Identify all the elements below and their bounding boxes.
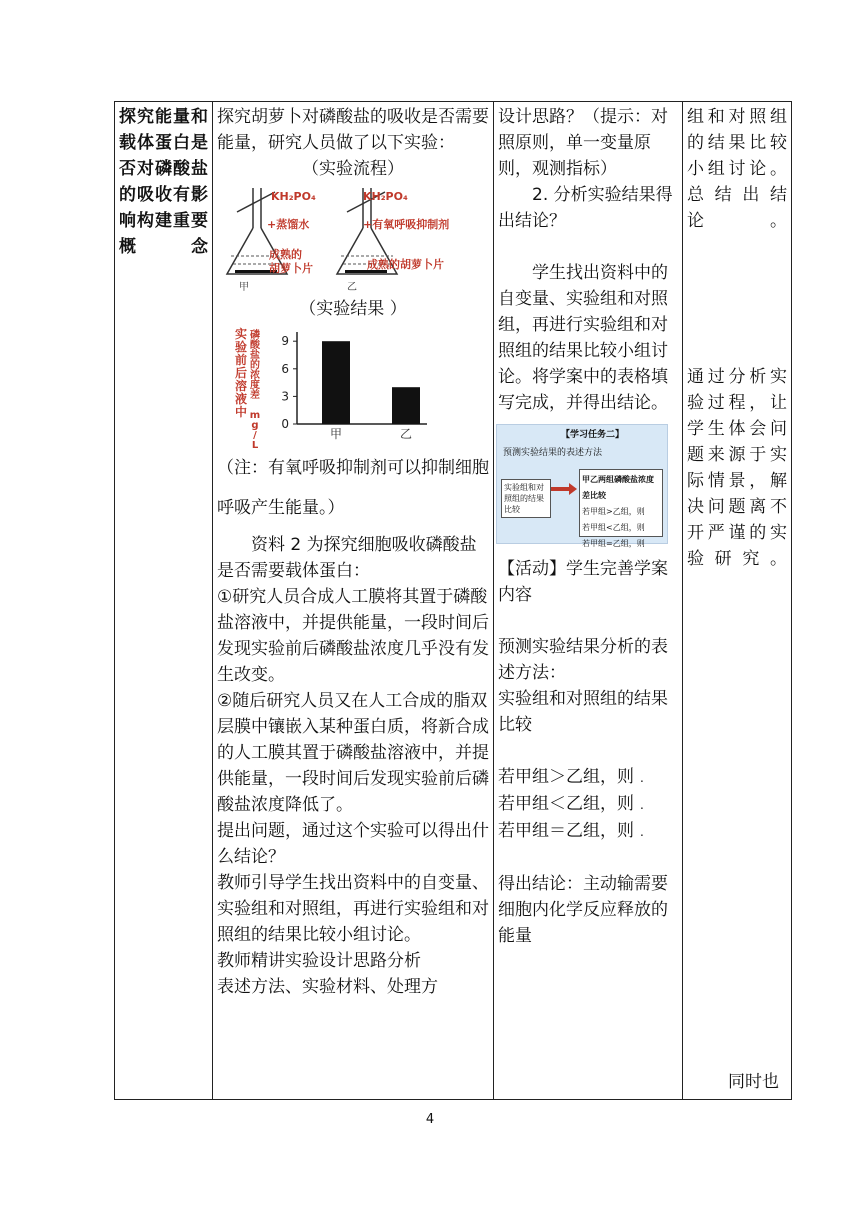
content-cell <box>213 102 494 1100</box>
conclusion-text: 得出结论：主动输需要细胞内化学反应释放的能量 <box>498 874 668 946</box>
ylabel-char: 液 <box>234 392 248 406</box>
flask-a-content-2: 胡萝卜片 <box>269 262 313 275</box>
salt-label-b: KH₂PO₄ <box>363 190 408 203</box>
chart-bars <box>322 341 420 441</box>
activity-cell <box>494 102 683 1100</box>
card-arrow-icon <box>551 487 569 491</box>
ylabel-char: 后 <box>234 366 248 380</box>
ylabel-char: 浓 <box>250 370 260 381</box>
page-number: 4 <box>425 1112 435 1127</box>
lecture1-text: 教师精讲实验设计思路分析 <box>217 951 421 971</box>
lesson-table <box>114 101 792 1100</box>
activity-text: 【活动】学生完善学案内容 <box>498 559 668 605</box>
flask-a-name: 甲 <box>239 282 249 293</box>
topic-text: 探究能量和载体蛋白是否对磷酸盐的吸收有影响构建重要概念 <box>119 107 208 257</box>
ylabel-char: 的 <box>250 360 260 371</box>
flask-b-name: 乙 <box>347 282 357 293</box>
y-tick-label: 9 <box>281 334 289 349</box>
flask-b-add: +有氧呼吸抑制剂 <box>363 218 450 231</box>
spacer <box>498 608 678 634</box>
card-line-2: 若甲组<乙组，则 <box>582 523 645 532</box>
bar-1 <box>322 341 350 424</box>
if1-label: 若甲组＞乙组，则 <box>498 767 634 787</box>
ylabel-char: 中 <box>234 405 248 419</box>
blank-dot: . <box>640 771 644 785</box>
spacer <box>498 234 678 260</box>
analyze-text: 2. 分析实验结果得出结论？ <box>498 185 673 231</box>
ylabel-char: 前 <box>234 353 248 367</box>
ylabel-char: 酸 <box>250 340 260 351</box>
card-right-box <box>579 469 663 548</box>
task-card-image <box>496 424 668 548</box>
process-caption: （实验流程） <box>302 159 404 179</box>
chart-ylabel-group <box>235 326 261 451</box>
ylabel-char: g <box>251 420 259 431</box>
material2-text: 资料 2 为探究细胞吸收磷酸盐是否需要载体蛋白： <box>217 535 477 581</box>
card-subtitle: 预测实验结果的表述方法 <box>503 448 603 458</box>
flask-a-add: +蒸馏水 <box>267 218 310 231</box>
x-tick-label: 甲 <box>329 427 343 441</box>
step2-text: ②随后研究人员又在人工合成的脂双层膜中镶嵌入某种蛋白质，将新合成的人工膜其置于磷酸盐溶液中，并提供能量，一段时间后发现实验前后磷酸盐浓度降低了。 <box>217 691 489 815</box>
blank-dot: . <box>640 798 644 812</box>
lecture2-text: 表述方法、实验材料、处理方 <box>217 977 438 997</box>
ylabel-char: m <box>249 410 261 421</box>
compare-text: 实验组和对照组的结果比较 <box>498 689 668 735</box>
card-arrow-head-icon <box>569 483 577 495</box>
col4-bottom-text: 同时也 <box>728 1072 779 1092</box>
blank-dot: . <box>640 825 644 839</box>
col4-top-text: 组和对照组的结果比较小组讨论。总结出结论。 <box>687 107 787 231</box>
student-text: 学生找出资料中的自变量、实验组和对照组，再进行实验组和对照组的结果比较小组讨论。将学案中的表格填写完成，并得出结论。 <box>498 263 668 413</box>
purpose-text: 通过分析实验过程，让学生体会问题来源于实际情景，解决问题离不开严谨的实验研究。 <box>687 367 787 569</box>
bar-2 <box>392 387 420 424</box>
ylabel-char: / <box>253 430 257 441</box>
card-right-title: 甲乙两组磷酸盐浓度差比较 <box>582 475 654 500</box>
step1-text: ①研究人员合成人工膜将其置于磷酸盐溶液中，并提供能量，一段时间后发现实验前后磷酸盐浓度几乎没有发生改变。 <box>217 587 489 685</box>
y-tick-label: 3 <box>281 389 289 404</box>
question-text: 提出问题，通过这个实验可以得出什么结论？ <box>217 821 489 867</box>
if2-text <box>498 791 678 818</box>
flask-diagram <box>217 184 450 294</box>
design-text: 设计思路？（提示：对照原则，单一变量原则，观测指标） <box>498 107 668 179</box>
intro-text: 探究胡萝卜对磷酸盐的吸收是否需要能量，研究人员做了以下实验： <box>217 107 489 153</box>
flask-b-content: 成熟的胡萝卜片 <box>367 258 444 271</box>
ylabel-char: 度 <box>250 380 260 391</box>
ylabel-char: L <box>251 440 259 451</box>
predict-text: 预测实验结果分析的表述方法： <box>498 637 668 683</box>
card-line-1: 若甲组>乙组，则 <box>582 507 645 516</box>
card-title: 【学习任务二】 <box>561 430 625 440</box>
result-bar-chart <box>217 324 447 451</box>
ylabel-char: 差 <box>250 390 260 401</box>
card-line-3: 若甲组=乙组，则 <box>582 539 645 548</box>
y-tick-label: 0 <box>281 417 289 431</box>
y-tick-label: 6 <box>281 361 289 376</box>
salt-label-a: KH₂PO₄ <box>271 190 316 203</box>
if3-label: 若甲组＝乙组，则 <box>498 821 634 841</box>
ylabel-char: 验 <box>234 340 248 354</box>
result-caption: （实验结果 ） <box>299 299 407 319</box>
if3-text <box>498 818 678 845</box>
topic-cell <box>115 102 213 1100</box>
if1-text <box>498 764 678 791</box>
guide-text: 教师引导学生找出资料中的自变量、实验组和对照组，再进行实验组和对照组的结果比较小组讨论。 <box>217 873 489 945</box>
ylabel-char: 溶 <box>234 379 248 393</box>
note-text: （注：有氧呼吸抑制剂可以抑制细胞呼吸产生能量。） <box>217 458 489 518</box>
if2-label: 若甲组＜乙组，则 <box>498 794 634 814</box>
ylabel-char: 实 <box>234 327 248 341</box>
purpose-cell <box>683 102 792 1100</box>
ylabel-char: 磷 <box>250 330 260 341</box>
ylabel-char: 盐 <box>250 350 260 361</box>
x-tick-label: 乙 <box>399 427 413 441</box>
spacer <box>498 738 678 764</box>
card-left-box: 实验组和对照组的结果比较 <box>501 479 551 518</box>
spacer <box>498 845 678 871</box>
flask-a-content: 成熟的 <box>269 248 302 261</box>
